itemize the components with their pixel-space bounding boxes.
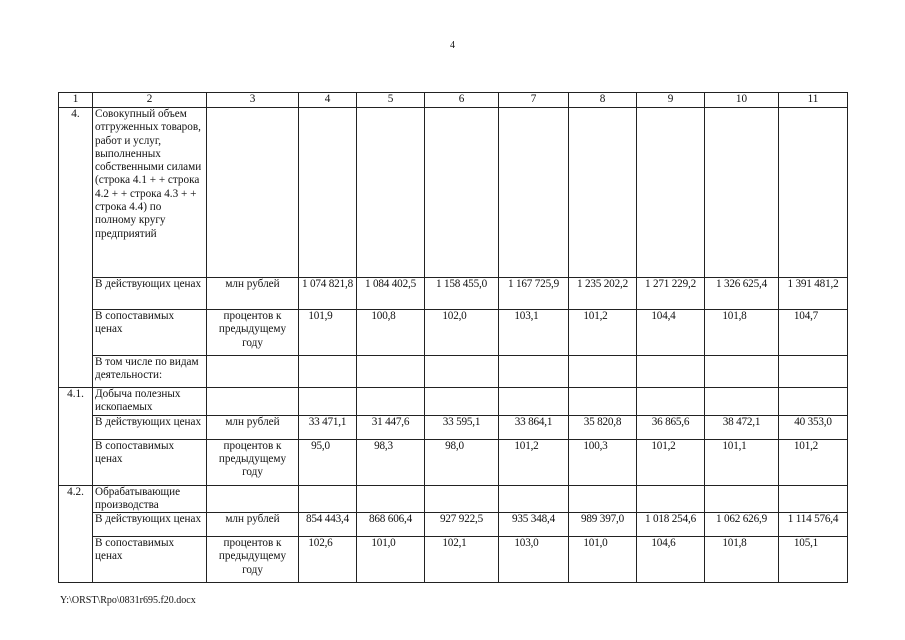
value-cell: 101,9 [299, 310, 357, 356]
unit-cell [207, 356, 299, 388]
column-number: 4 [299, 93, 357, 108]
empty-cell [207, 485, 299, 513]
value-cell: 104,6 [637, 537, 705, 583]
price-basis-label: В том числе по видам деятельности: [93, 356, 207, 388]
row-number: 4.1. [59, 388, 93, 486]
value-cell: 935 348,4 [499, 513, 569, 537]
empty-cell [637, 108, 705, 278]
table-row [59, 415, 848, 439]
empty-cell [207, 388, 299, 416]
value-cell [299, 356, 357, 388]
empty-cell [299, 388, 357, 416]
table-row [59, 388, 848, 416]
value-cell [499, 356, 569, 388]
column-number: 11 [779, 93, 848, 108]
empty-cell [425, 485, 499, 513]
value-cell: 38 472,1 [705, 415, 779, 439]
value-cell: 101,2 [569, 310, 637, 356]
value-cell: 101,2 [637, 439, 705, 485]
empty-cell [637, 388, 705, 416]
page-number: 4 [450, 40, 455, 51]
empty-cell [569, 485, 637, 513]
empty-cell [357, 108, 425, 278]
price-basis-label: В действующих ценах [93, 415, 207, 439]
price-basis-label: В сопоставимых ценах [93, 310, 207, 356]
empty-cell [499, 108, 569, 278]
value-cell: 103,1 [499, 310, 569, 356]
unit-cell: процентов к предыдущему году [207, 310, 299, 356]
column-number: 9 [637, 93, 705, 108]
column-number: 3 [207, 93, 299, 108]
empty-cell [779, 108, 848, 278]
empty-cell [569, 108, 637, 278]
empty-cell [779, 485, 848, 513]
column-number: 7 [499, 93, 569, 108]
value-cell: 1 391 481,2 [779, 278, 848, 310]
table-row [59, 278, 848, 310]
column-number-row [59, 93, 848, 108]
column-number: 6 [425, 93, 499, 108]
empty-cell [299, 485, 357, 513]
price-basis-label: В действующих ценах [93, 278, 207, 310]
value-cell: 1 235 202,2 [569, 278, 637, 310]
column-number: 5 [357, 93, 425, 108]
indicator-title: Обрабатывающие производства [93, 485, 207, 513]
table-row [59, 513, 848, 537]
value-cell: 35 820,8 [569, 415, 637, 439]
table-row [59, 485, 848, 513]
value-cell: 98,0 [425, 439, 499, 485]
value-cell: 33 471,1 [299, 415, 357, 439]
value-cell: 101,1 [705, 439, 779, 485]
value-cell: 102,6 [299, 537, 357, 583]
value-cell: 95,0 [299, 439, 357, 485]
empty-cell [425, 108, 499, 278]
indicators-table [58, 92, 848, 583]
value-cell: 1 062 626,9 [705, 513, 779, 537]
unit-cell: процентов к предыдущему году [207, 439, 299, 485]
table-body [59, 108, 848, 583]
value-cell [357, 356, 425, 388]
empty-cell [299, 108, 357, 278]
empty-cell [705, 485, 779, 513]
value-cell: 989 397,0 [569, 513, 637, 537]
value-cell: 854 443,4 [299, 513, 357, 537]
column-number: 10 [705, 93, 779, 108]
value-cell: 101,0 [357, 537, 425, 583]
value-cell: 101,2 [499, 439, 569, 485]
value-cell: 102,1 [425, 537, 499, 583]
value-cell: 1 114 576,4 [779, 513, 848, 537]
value-cell: 40 353,0 [779, 415, 848, 439]
empty-cell [499, 485, 569, 513]
value-cell [779, 356, 848, 388]
value-cell [637, 356, 705, 388]
value-cell: 101,0 [569, 537, 637, 583]
empty-cell [357, 485, 425, 513]
value-cell [705, 356, 779, 388]
empty-cell [705, 108, 779, 278]
table-row [59, 310, 848, 356]
value-cell: 927 922,5 [425, 513, 499, 537]
empty-cell [779, 388, 848, 416]
value-cell: 36 865,6 [637, 415, 705, 439]
value-cell: 101,8 [705, 310, 779, 356]
column-number: 1 [59, 93, 93, 108]
price-basis-label: В сопоставимых ценах [93, 439, 207, 485]
value-cell [425, 356, 499, 388]
value-cell: 101,8 [705, 537, 779, 583]
column-number: 2 [93, 93, 207, 108]
value-cell: 1 074 821,8 [299, 278, 357, 310]
empty-cell [705, 388, 779, 416]
empty-cell [637, 485, 705, 513]
unit-cell: млн рублей [207, 278, 299, 310]
value-cell: 105,1 [779, 537, 848, 583]
empty-cell [425, 388, 499, 416]
value-cell: 868 606,4 [357, 513, 425, 537]
value-cell: 1 271 229,2 [637, 278, 705, 310]
unit-cell: млн рублей [207, 513, 299, 537]
table-row [59, 356, 848, 388]
file-path-footer: Y:\ORST\Rpo\0831r695.f20.docx [60, 595, 196, 606]
table-row [59, 108, 848, 278]
column-number: 8 [569, 93, 637, 108]
price-basis-label: В сопоставимых ценах [93, 537, 207, 583]
empty-cell [357, 388, 425, 416]
value-cell: 1 084 402,5 [357, 278, 425, 310]
empty-cell [569, 388, 637, 416]
indicator-title: Добыча полезных ископаемых [93, 388, 207, 416]
unit-cell: млн рублей [207, 415, 299, 439]
row-number: 4.2. [59, 485, 93, 583]
value-cell: 102,0 [425, 310, 499, 356]
unit-cell: процентов к предыдущему году [207, 537, 299, 583]
value-cell: 33 864,1 [499, 415, 569, 439]
value-cell: 104,7 [779, 310, 848, 356]
empty-cell [207, 108, 299, 278]
empty-cell [499, 388, 569, 416]
value-cell [569, 356, 637, 388]
table-row [59, 439, 848, 485]
value-cell: 104,4 [637, 310, 705, 356]
value-cell: 1 326 625,4 [705, 278, 779, 310]
row-number: 4. [59, 108, 93, 388]
value-cell: 1 158 455,0 [425, 278, 499, 310]
value-cell: 1 018 254,6 [637, 513, 705, 537]
value-cell: 31 447,6 [357, 415, 425, 439]
value-cell: 33 595,1 [425, 415, 499, 439]
value-cell: 101,2 [779, 439, 848, 485]
value-cell: 98,3 [357, 439, 425, 485]
value-cell: 100,8 [357, 310, 425, 356]
value-cell: 1 167 725,9 [499, 278, 569, 310]
indicator-title: Совокупный объем отгруженных товаров, работ и услуг, выполненных собственными силами (строка 4.1 + + строка 4.2 + + строка 4.3 + + строка 4.4) по полному кругу предприятий [93, 108, 207, 278]
price-basis-label: В действующих ценах [93, 513, 207, 537]
value-cell: 103,0 [499, 537, 569, 583]
table-row [59, 537, 848, 583]
value-cell: 100,3 [569, 439, 637, 485]
